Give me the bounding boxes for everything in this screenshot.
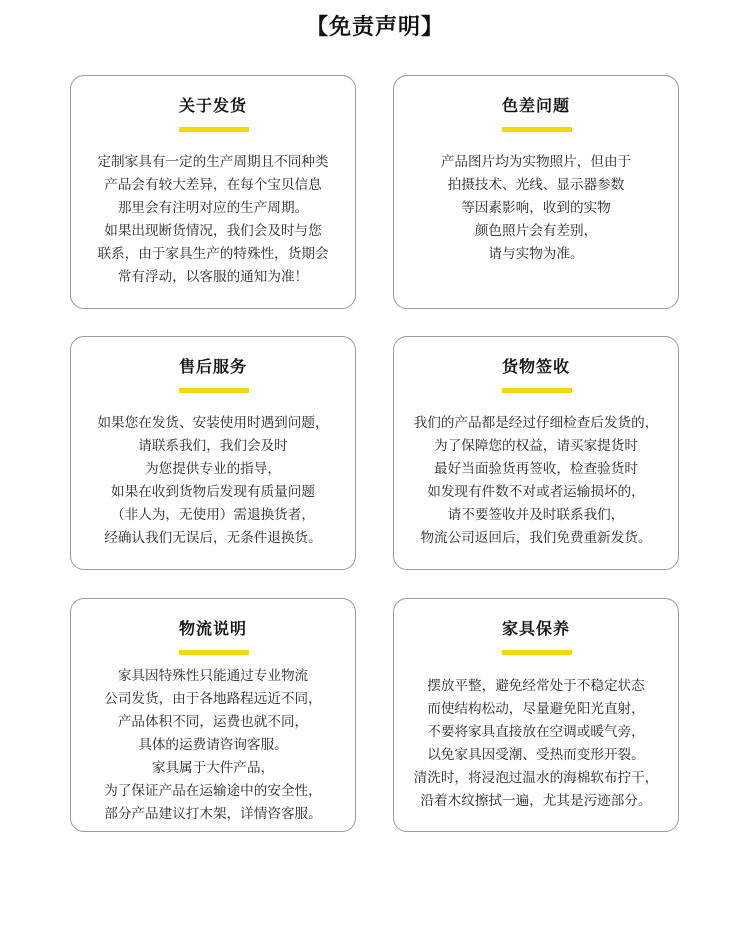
card-title: 货物签收 [501,357,570,376]
body-line: 为了保障您的权益，请买家提货时 [434,438,638,454]
title-underline [179,650,249,655]
body-line: 公司发货，由于各地路程远近不同， [104,691,322,707]
body-line: 摆放平整，避免经常处于不稳定状态 [427,678,645,694]
body-line: 请不要签收并及时联系我们， [447,507,625,523]
body-line: 等因素影响，收到的实物 [461,200,611,216]
card-body [402,412,670,550]
body-line: 拍摄技术、光线、显示器参数 [447,177,625,193]
body-line: 为了保证产品在运输途中的安全性， [104,783,322,799]
card-body [79,412,347,550]
card-after-sales [70,336,356,570]
body-line: 家具因特殊性只能通过专业物流 [117,668,309,684]
body-line: 如果出现断货情况，我们会及时与您 [104,223,322,239]
body-line: 物流公司返回后，我们免费重新发货。 [420,530,652,546]
card-title: 家具保养 [501,619,570,638]
body-line: 产品图片均为实物照片，但由于 [440,154,632,170]
title-underline [179,388,249,393]
body-line: 具体的运费请咨询客服。 [138,737,288,753]
body-line: 那里会有注明对应的生产周期。 [117,200,309,216]
card-delivery-receipt [393,336,679,570]
body-line: 请与实物为准。 [488,246,584,262]
body-line: 请联系我们，我们会及时 [138,438,288,454]
body-line: 常有浮动，以客服的通知为准！ [117,269,309,285]
card-body [402,151,670,266]
body-line: 以免家具因受潮、受热而变形开裂。 [427,747,645,763]
card-body [79,151,347,289]
body-line: 沿着木纹擦拭一遍，尤其是污迹部分。 [420,793,652,809]
card-title: 关于发货 [178,96,247,115]
title-underline [502,127,572,132]
title-underline [179,127,249,132]
body-line: 产品体积不同，运费也就不同， [117,714,309,730]
body-line: 最好当面验货再签收，检查验货时 [434,461,638,477]
body-line: （非人为，无使用）需退换货者， [111,507,315,523]
card-logistics [70,598,356,832]
body-line: 不要将家具直接放在空调或暖气旁， [427,724,645,740]
body-line: 我们的产品都是经过仔细检查后发货的， [413,415,659,431]
body-line: 为您提供专业的指导， [145,461,281,477]
body-line: 清洗时，将浸泡过温水的海棉软布拧干， [413,770,659,786]
body-line: 部分产品建议打木架，详情咨客服。 [104,806,322,822]
card-body [402,675,670,813]
card-title: 色差问题 [501,96,570,115]
body-line: 产品会有较大差异，在每个宝贝信息 [104,177,322,193]
card-title: 物流说明 [178,619,247,638]
card-furniture-care [393,598,679,832]
body-line: 如果在收到货物后发现有质量问题 [111,484,315,500]
body-line: 颜色照片会有差别， [474,223,598,239]
body-line: 如果您在发货、安装使用时遇到问题， [97,415,329,431]
body-line: 而使结构松动，尽量避免阳光直射， [427,701,645,717]
card-color-difference [393,75,679,309]
page-title: 【免责声明】 [305,15,444,40]
body-line: 定制家具有一定的生产周期且不同种类 [97,154,329,170]
title-underline [502,650,572,655]
card-shipping [70,75,356,309]
body-line: 联系，由于家具生产的特殊性，货期会 [97,246,329,262]
card-body [79,665,347,826]
title-underline [502,388,572,393]
body-line: 家具属于大件产品， [151,760,275,776]
card-title: 售后服务 [178,357,247,376]
body-line: 经确认我们无误后，无条件退换货。 [104,530,322,546]
body-line: 如发现有件数不对或者运输损坏的， [427,484,645,500]
